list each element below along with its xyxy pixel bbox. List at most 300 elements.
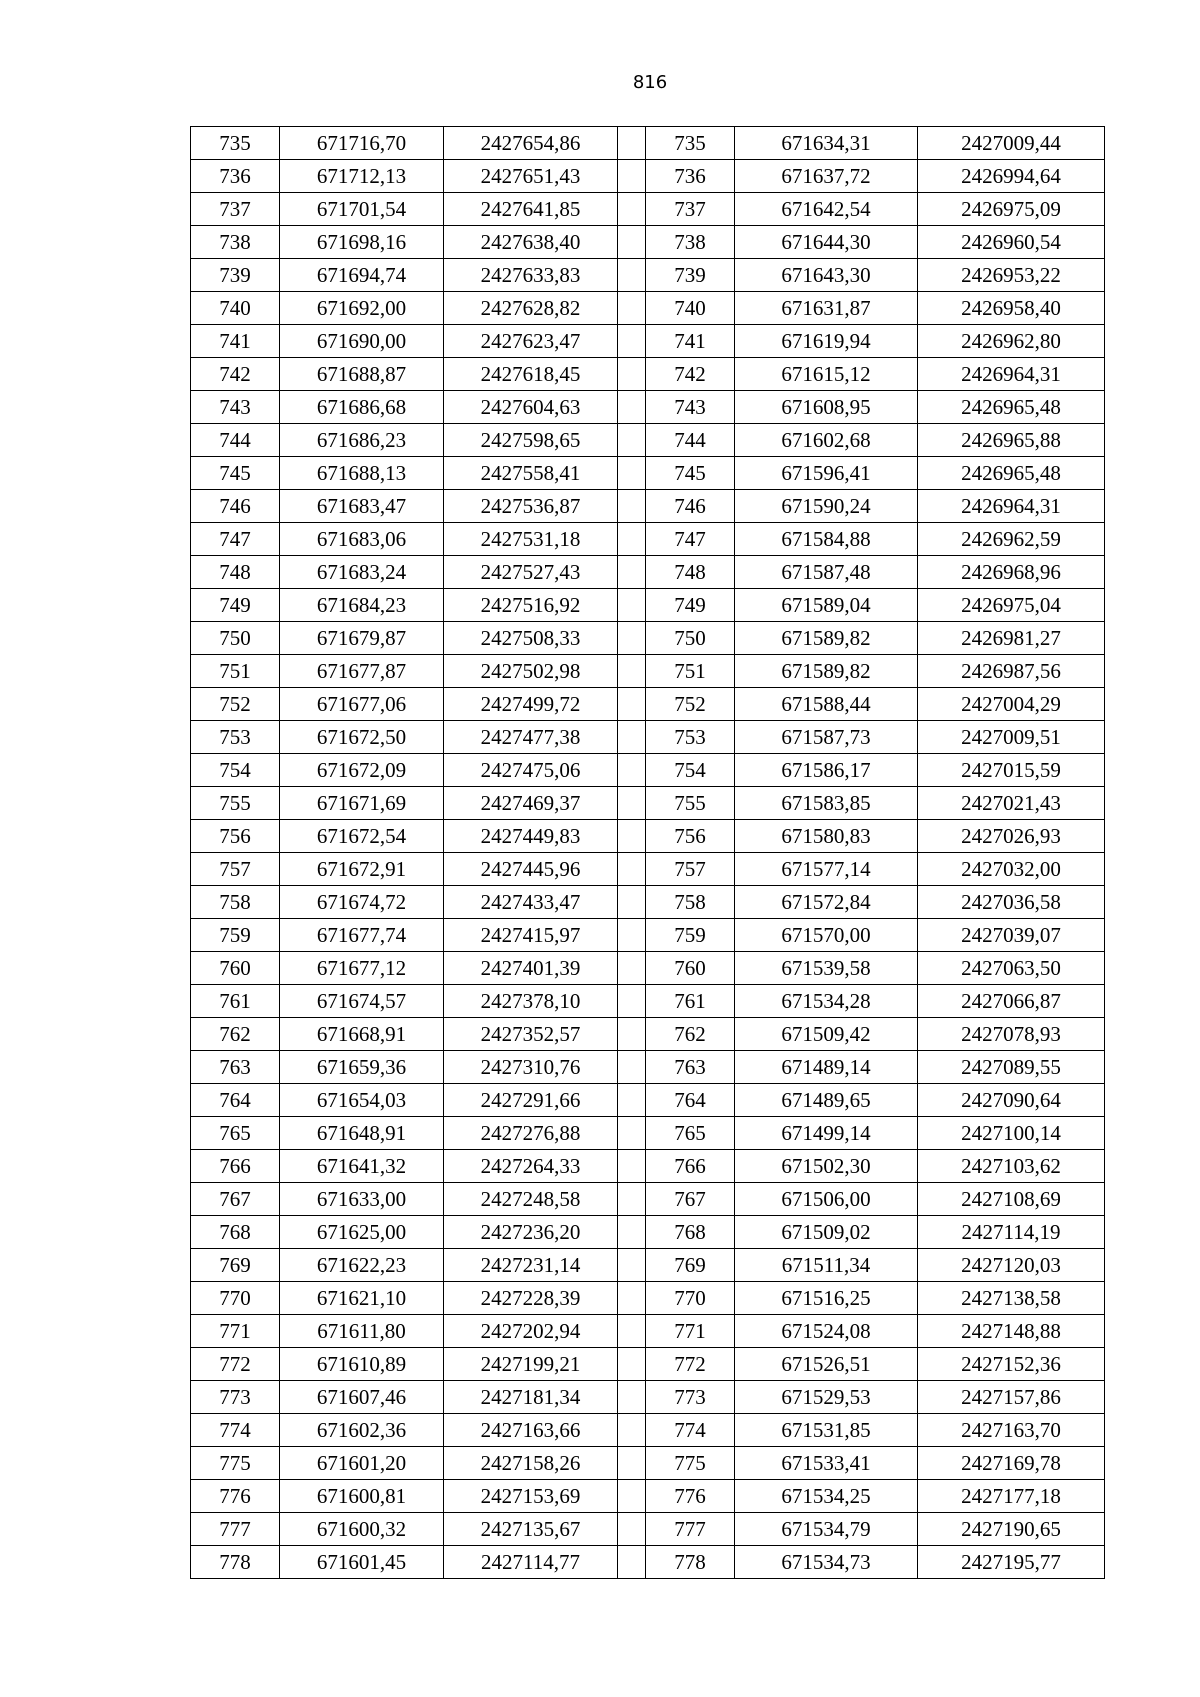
spacer-cell <box>618 193 646 226</box>
spacer-cell <box>618 589 646 622</box>
coordinates-table <box>190 126 1105 1579</box>
table-row <box>191 259 1105 292</box>
spacer-cell <box>618 1447 646 1480</box>
y-coordinate-cell: 2427089,55 <box>918 1051 1105 1084</box>
x-coordinate-cell: 671672,09 <box>280 754 444 787</box>
spacer-cell <box>618 853 646 886</box>
spacer-cell <box>618 820 646 853</box>
y-coordinate-cell: 2426975,09 <box>918 193 1105 226</box>
table-row <box>191 952 1105 985</box>
x-coordinate-cell: 671607,46 <box>280 1381 444 1414</box>
spacer-cell <box>618 127 646 160</box>
table-row <box>191 754 1105 787</box>
spacer-cell <box>618 1348 646 1381</box>
point-number-cell: 767 <box>646 1183 735 1216</box>
point-number-cell: 750 <box>646 622 735 655</box>
spacer-cell <box>618 754 646 787</box>
point-number-cell: 764 <box>191 1084 280 1117</box>
point-number-cell: 742 <box>191 358 280 391</box>
y-coordinate-cell: 2427604,63 <box>444 391 618 424</box>
spacer-cell <box>618 1249 646 1282</box>
x-coordinate-cell: 671600,32 <box>280 1513 444 1546</box>
spacer-cell <box>618 688 646 721</box>
x-coordinate-cell: 671671,69 <box>280 787 444 820</box>
y-coordinate-cell: 2427138,58 <box>918 1282 1105 1315</box>
point-number-cell: 754 <box>191 754 280 787</box>
y-coordinate-cell: 2426981,27 <box>918 622 1105 655</box>
y-coordinate-cell: 2427628,82 <box>444 292 618 325</box>
table-row <box>191 127 1105 160</box>
x-coordinate-cell: 671633,00 <box>280 1183 444 1216</box>
table-row <box>191 193 1105 226</box>
y-coordinate-cell: 2427157,86 <box>918 1381 1105 1414</box>
y-coordinate-cell: 2426964,31 <box>918 490 1105 523</box>
y-coordinate-cell: 2427114,19 <box>918 1216 1105 1249</box>
x-coordinate-cell: 671587,73 <box>735 721 918 754</box>
y-coordinate-cell: 2427066,87 <box>918 985 1105 1018</box>
spacer-cell <box>618 985 646 1018</box>
table-row <box>191 556 1105 589</box>
point-number-cell: 776 <box>191 1480 280 1513</box>
spacer-cell <box>618 721 646 754</box>
point-number-cell: 767 <box>191 1183 280 1216</box>
spacer-cell <box>618 325 646 358</box>
table-row <box>191 490 1105 523</box>
x-coordinate-cell: 671589,82 <box>735 622 918 655</box>
x-coordinate-cell: 671692,00 <box>280 292 444 325</box>
x-coordinate-cell: 671526,51 <box>735 1348 918 1381</box>
spacer-cell <box>618 787 646 820</box>
point-number-cell: 777 <box>191 1513 280 1546</box>
spacer-cell <box>618 490 646 523</box>
y-coordinate-cell: 2427598,65 <box>444 424 618 457</box>
spacer-cell <box>618 523 646 556</box>
x-coordinate-cell: 671583,85 <box>735 787 918 820</box>
point-number-cell: 749 <box>191 589 280 622</box>
spacer-cell <box>618 886 646 919</box>
x-coordinate-cell: 671677,74 <box>280 919 444 952</box>
table-row <box>191 1216 1105 1249</box>
x-coordinate-cell: 671529,53 <box>735 1381 918 1414</box>
y-coordinate-cell: 2426964,31 <box>918 358 1105 391</box>
x-coordinate-cell: 671672,91 <box>280 853 444 886</box>
point-number-cell: 744 <box>191 424 280 457</box>
point-number-cell: 774 <box>646 1414 735 1447</box>
x-coordinate-cell: 671602,36 <box>280 1414 444 1447</box>
spacer-cell <box>618 457 646 490</box>
y-coordinate-cell: 2427114,77 <box>444 1546 618 1579</box>
point-number-cell: 754 <box>646 754 735 787</box>
x-coordinate-cell: 671686,23 <box>280 424 444 457</box>
table-row <box>191 1315 1105 1348</box>
x-coordinate-cell: 671589,82 <box>735 655 918 688</box>
y-coordinate-cell: 2426968,96 <box>918 556 1105 589</box>
y-coordinate-cell: 2427654,86 <box>444 127 618 160</box>
point-number-cell: 765 <box>191 1117 280 1150</box>
point-number-cell: 738 <box>191 226 280 259</box>
x-coordinate-cell: 671637,72 <box>735 160 918 193</box>
point-number-cell: 752 <box>191 688 280 721</box>
point-number-cell: 736 <box>646 160 735 193</box>
y-coordinate-cell: 2427508,33 <box>444 622 618 655</box>
spacer-cell <box>618 1315 646 1348</box>
y-coordinate-cell: 2427310,76 <box>444 1051 618 1084</box>
x-coordinate-cell: 671690,00 <box>280 325 444 358</box>
y-coordinate-cell: 2427499,72 <box>444 688 618 721</box>
point-number-cell: 760 <box>646 952 735 985</box>
y-coordinate-cell: 2427063,50 <box>918 952 1105 985</box>
point-number-cell: 771 <box>191 1315 280 1348</box>
spacer-cell <box>618 622 646 655</box>
y-coordinate-cell: 2426958,40 <box>918 292 1105 325</box>
x-coordinate-cell: 671701,54 <box>280 193 444 226</box>
point-number-cell: 766 <box>646 1150 735 1183</box>
x-coordinate-cell: 671683,24 <box>280 556 444 589</box>
y-coordinate-cell: 2427015,59 <box>918 754 1105 787</box>
y-coordinate-cell: 2427108,69 <box>918 1183 1105 1216</box>
coordinates-table-body <box>191 127 1105 1579</box>
x-coordinate-cell: 671602,68 <box>735 424 918 457</box>
y-coordinate-cell: 2427475,06 <box>444 754 618 787</box>
y-coordinate-cell: 2427638,40 <box>444 226 618 259</box>
table-row <box>191 1051 1105 1084</box>
x-coordinate-cell: 671499,14 <box>735 1117 918 1150</box>
point-number-cell: 749 <box>646 589 735 622</box>
x-coordinate-cell: 671677,12 <box>280 952 444 985</box>
y-coordinate-cell: 2427009,44 <box>918 127 1105 160</box>
y-coordinate-cell: 2427199,21 <box>444 1348 618 1381</box>
x-coordinate-cell: 671584,88 <box>735 523 918 556</box>
x-coordinate-cell: 671572,84 <box>735 886 918 919</box>
x-coordinate-cell: 671596,41 <box>735 457 918 490</box>
y-coordinate-cell: 2427378,10 <box>444 985 618 1018</box>
point-number-cell: 778 <box>646 1546 735 1579</box>
point-number-cell: 750 <box>191 622 280 655</box>
spacer-cell <box>618 1216 646 1249</box>
x-coordinate-cell: 671534,25 <box>735 1480 918 1513</box>
y-coordinate-cell: 2427078,93 <box>918 1018 1105 1051</box>
point-number-cell: 740 <box>191 292 280 325</box>
x-coordinate-cell: 671642,54 <box>735 193 918 226</box>
point-number-cell: 744 <box>646 424 735 457</box>
y-coordinate-cell: 2427004,29 <box>918 688 1105 721</box>
point-number-cell: 770 <box>191 1282 280 1315</box>
x-coordinate-cell: 671533,41 <box>735 1447 918 1480</box>
y-coordinate-cell: 2427276,88 <box>444 1117 618 1150</box>
x-coordinate-cell: 671570,00 <box>735 919 918 952</box>
x-coordinate-cell: 671674,72 <box>280 886 444 919</box>
point-number-cell: 778 <box>191 1546 280 1579</box>
y-coordinate-cell: 2427195,77 <box>918 1546 1105 1579</box>
x-coordinate-cell: 671601,45 <box>280 1546 444 1579</box>
table-row <box>191 1282 1105 1315</box>
point-number-cell: 768 <box>191 1216 280 1249</box>
table-row <box>191 292 1105 325</box>
y-coordinate-cell: 2427536,87 <box>444 490 618 523</box>
x-coordinate-cell: 671672,50 <box>280 721 444 754</box>
y-coordinate-cell: 2427190,65 <box>918 1513 1105 1546</box>
y-coordinate-cell: 2427618,45 <box>444 358 618 391</box>
x-coordinate-cell: 671694,74 <box>280 259 444 292</box>
table-row <box>191 1447 1105 1480</box>
point-number-cell: 756 <box>646 820 735 853</box>
y-coordinate-cell: 2427036,58 <box>918 886 1105 919</box>
x-coordinate-cell: 671588,44 <box>735 688 918 721</box>
point-number-cell: 743 <box>191 391 280 424</box>
y-coordinate-cell: 2426965,88 <box>918 424 1105 457</box>
point-number-cell: 753 <box>191 721 280 754</box>
x-coordinate-cell: 671580,83 <box>735 820 918 853</box>
y-coordinate-cell: 2427264,33 <box>444 1150 618 1183</box>
point-number-cell: 740 <box>646 292 735 325</box>
point-number-cell: 763 <box>191 1051 280 1084</box>
y-coordinate-cell: 2426962,80 <box>918 325 1105 358</box>
table-row <box>191 391 1105 424</box>
y-coordinate-cell: 2427401,39 <box>444 952 618 985</box>
point-number-cell: 735 <box>646 127 735 160</box>
x-coordinate-cell: 671672,54 <box>280 820 444 853</box>
y-coordinate-cell: 2427445,96 <box>444 853 618 886</box>
x-coordinate-cell: 671684,23 <box>280 589 444 622</box>
spacer-cell <box>618 1282 646 1315</box>
x-coordinate-cell: 671619,94 <box>735 325 918 358</box>
spacer-cell <box>618 226 646 259</box>
x-coordinate-cell: 671698,16 <box>280 226 444 259</box>
x-coordinate-cell: 671587,48 <box>735 556 918 589</box>
table-row <box>191 1414 1105 1447</box>
table-row <box>191 622 1105 655</box>
spacer-cell <box>618 919 646 952</box>
point-number-cell: 776 <box>646 1480 735 1513</box>
y-coordinate-cell: 2427623,47 <box>444 325 618 358</box>
y-coordinate-cell: 2427236,20 <box>444 1216 618 1249</box>
x-coordinate-cell: 671686,68 <box>280 391 444 424</box>
point-number-cell: 757 <box>646 853 735 886</box>
y-coordinate-cell: 2427641,85 <box>444 193 618 226</box>
x-coordinate-cell: 671534,79 <box>735 1513 918 1546</box>
point-number-cell: 756 <box>191 820 280 853</box>
point-number-cell: 751 <box>191 655 280 688</box>
point-number-cell: 770 <box>646 1282 735 1315</box>
table-row <box>191 853 1105 886</box>
x-coordinate-cell: 671654,03 <box>280 1084 444 1117</box>
point-number-cell: 743 <box>646 391 735 424</box>
table-row <box>191 457 1105 490</box>
y-coordinate-cell: 2427477,38 <box>444 721 618 754</box>
table-row <box>191 1348 1105 1381</box>
point-number-cell: 760 <box>191 952 280 985</box>
point-number-cell: 773 <box>646 1381 735 1414</box>
y-coordinate-cell: 2427527,43 <box>444 556 618 589</box>
table-row <box>191 787 1105 820</box>
y-coordinate-cell: 2427469,37 <box>444 787 618 820</box>
table-row <box>191 1513 1105 1546</box>
table-row <box>191 1480 1105 1513</box>
point-number-cell: 765 <box>646 1117 735 1150</box>
point-number-cell: 755 <box>646 787 735 820</box>
y-coordinate-cell: 2427633,83 <box>444 259 618 292</box>
y-coordinate-cell: 2426965,48 <box>918 457 1105 490</box>
point-number-cell: 747 <box>646 523 735 556</box>
x-coordinate-cell: 671621,10 <box>280 1282 444 1315</box>
spacer-cell <box>618 556 646 589</box>
point-number-cell: 759 <box>191 919 280 952</box>
point-number-cell: 738 <box>646 226 735 259</box>
y-coordinate-cell: 2427502,98 <box>444 655 618 688</box>
y-coordinate-cell: 2427148,88 <box>918 1315 1105 1348</box>
x-coordinate-cell: 671668,91 <box>280 1018 444 1051</box>
y-coordinate-cell: 2427169,78 <box>918 1447 1105 1480</box>
point-number-cell: 761 <box>191 985 280 1018</box>
spacer-cell <box>618 292 646 325</box>
point-number-cell: 761 <box>646 985 735 1018</box>
y-coordinate-cell: 2427100,14 <box>918 1117 1105 1150</box>
y-coordinate-cell: 2427202,94 <box>444 1315 618 1348</box>
table-row <box>191 985 1105 1018</box>
x-coordinate-cell: 671502,30 <box>735 1150 918 1183</box>
y-coordinate-cell: 2427177,18 <box>918 1480 1105 1513</box>
x-coordinate-cell: 671712,13 <box>280 160 444 193</box>
table-row <box>191 1546 1105 1579</box>
point-number-cell: 736 <box>191 160 280 193</box>
spacer-cell <box>618 1546 646 1579</box>
table-row <box>191 325 1105 358</box>
point-number-cell: 771 <box>646 1315 735 1348</box>
y-coordinate-cell: 2427158,26 <box>444 1447 618 1480</box>
x-coordinate-cell: 671516,25 <box>735 1282 918 1315</box>
x-coordinate-cell: 671615,12 <box>735 358 918 391</box>
table-row <box>191 1381 1105 1414</box>
point-number-cell: 763 <box>646 1051 735 1084</box>
table-row <box>191 1084 1105 1117</box>
point-number-cell: 769 <box>191 1249 280 1282</box>
x-coordinate-cell: 671509,42 <box>735 1018 918 1051</box>
x-coordinate-cell: 671586,17 <box>735 754 918 787</box>
y-coordinate-cell: 2427152,36 <box>918 1348 1105 1381</box>
x-coordinate-cell: 671509,02 <box>735 1216 918 1249</box>
y-coordinate-cell: 2427135,67 <box>444 1513 618 1546</box>
y-coordinate-cell: 2427516,92 <box>444 589 618 622</box>
point-number-cell: 775 <box>646 1447 735 1480</box>
point-number-cell: 777 <box>646 1513 735 1546</box>
spacer-cell <box>618 160 646 193</box>
x-coordinate-cell: 671511,34 <box>735 1249 918 1282</box>
y-coordinate-cell: 2427248,58 <box>444 1183 618 1216</box>
x-coordinate-cell: 671577,14 <box>735 853 918 886</box>
point-number-cell: 769 <box>646 1249 735 1282</box>
point-number-cell: 748 <box>646 556 735 589</box>
y-coordinate-cell: 2427009,51 <box>918 721 1105 754</box>
point-number-cell: 748 <box>191 556 280 589</box>
y-coordinate-cell: 2427026,93 <box>918 820 1105 853</box>
x-coordinate-cell: 671625,00 <box>280 1216 444 1249</box>
y-coordinate-cell: 2427449,83 <box>444 820 618 853</box>
spacer-cell <box>618 391 646 424</box>
point-number-cell: 752 <box>646 688 735 721</box>
point-number-cell: 758 <box>646 886 735 919</box>
spacer-cell <box>618 1480 646 1513</box>
y-coordinate-cell: 2427433,47 <box>444 886 618 919</box>
point-number-cell: 772 <box>191 1348 280 1381</box>
table-row <box>191 1249 1105 1282</box>
y-coordinate-cell: 2427039,07 <box>918 919 1105 952</box>
point-number-cell: 775 <box>191 1447 280 1480</box>
y-coordinate-cell: 2426987,56 <box>918 655 1105 688</box>
point-number-cell: 745 <box>646 457 735 490</box>
y-coordinate-cell: 2427120,03 <box>918 1249 1105 1282</box>
spacer-cell <box>618 1018 646 1051</box>
x-coordinate-cell: 671683,47 <box>280 490 444 523</box>
y-coordinate-cell: 2427163,70 <box>918 1414 1105 1447</box>
point-number-cell: 762 <box>646 1018 735 1051</box>
y-coordinate-cell: 2427352,57 <box>444 1018 618 1051</box>
table-row <box>191 919 1105 952</box>
y-coordinate-cell: 2426965,48 <box>918 391 1105 424</box>
x-coordinate-cell: 671506,00 <box>735 1183 918 1216</box>
x-coordinate-cell: 671539,58 <box>735 952 918 985</box>
point-number-cell: 758 <box>191 886 280 919</box>
y-coordinate-cell: 2426962,59 <box>918 523 1105 556</box>
x-coordinate-cell: 671531,85 <box>735 1414 918 1447</box>
x-coordinate-cell: 671648,91 <box>280 1117 444 1150</box>
x-coordinate-cell: 671631,87 <box>735 292 918 325</box>
spacer-cell <box>618 1381 646 1414</box>
point-number-cell: 741 <box>646 325 735 358</box>
table-row <box>191 886 1105 919</box>
spacer-cell <box>618 1051 646 1084</box>
spacer-cell <box>618 424 646 457</box>
y-coordinate-cell: 2427103,62 <box>918 1150 1105 1183</box>
table-row <box>191 589 1105 622</box>
point-number-cell: 741 <box>191 325 280 358</box>
y-coordinate-cell: 2427163,66 <box>444 1414 618 1447</box>
table-row <box>191 160 1105 193</box>
y-coordinate-cell: 2427153,69 <box>444 1480 618 1513</box>
y-coordinate-cell: 2426994,64 <box>918 160 1105 193</box>
spacer-cell <box>618 259 646 292</box>
x-coordinate-cell: 671611,80 <box>280 1315 444 1348</box>
x-coordinate-cell: 671524,08 <box>735 1315 918 1348</box>
y-coordinate-cell: 2427651,43 <box>444 160 618 193</box>
point-number-cell: 737 <box>646 193 735 226</box>
table-row <box>191 358 1105 391</box>
table-row <box>191 523 1105 556</box>
point-number-cell: 768 <box>646 1216 735 1249</box>
x-coordinate-cell: 671644,30 <box>735 226 918 259</box>
x-coordinate-cell: 671634,31 <box>735 127 918 160</box>
x-coordinate-cell: 671641,32 <box>280 1150 444 1183</box>
y-coordinate-cell: 2427228,39 <box>444 1282 618 1315</box>
point-number-cell: 746 <box>646 490 735 523</box>
x-coordinate-cell: 671716,70 <box>280 127 444 160</box>
x-coordinate-cell: 671622,23 <box>280 1249 444 1282</box>
spacer-cell <box>618 1513 646 1546</box>
y-coordinate-cell: 2427415,97 <box>444 919 618 952</box>
point-number-cell: 766 <box>191 1150 280 1183</box>
table-row <box>191 424 1105 457</box>
x-coordinate-cell: 671534,28 <box>735 985 918 1018</box>
x-coordinate-cell: 671679,87 <box>280 622 444 655</box>
x-coordinate-cell: 671677,87 <box>280 655 444 688</box>
point-number-cell: 773 <box>191 1381 280 1414</box>
spacer-cell <box>618 655 646 688</box>
x-coordinate-cell: 671608,95 <box>735 391 918 424</box>
point-number-cell: 757 <box>191 853 280 886</box>
spacer-cell <box>618 1084 646 1117</box>
x-coordinate-cell: 671688,87 <box>280 358 444 391</box>
y-coordinate-cell: 2426975,04 <box>918 589 1105 622</box>
x-coordinate-cell: 671534,73 <box>735 1546 918 1579</box>
